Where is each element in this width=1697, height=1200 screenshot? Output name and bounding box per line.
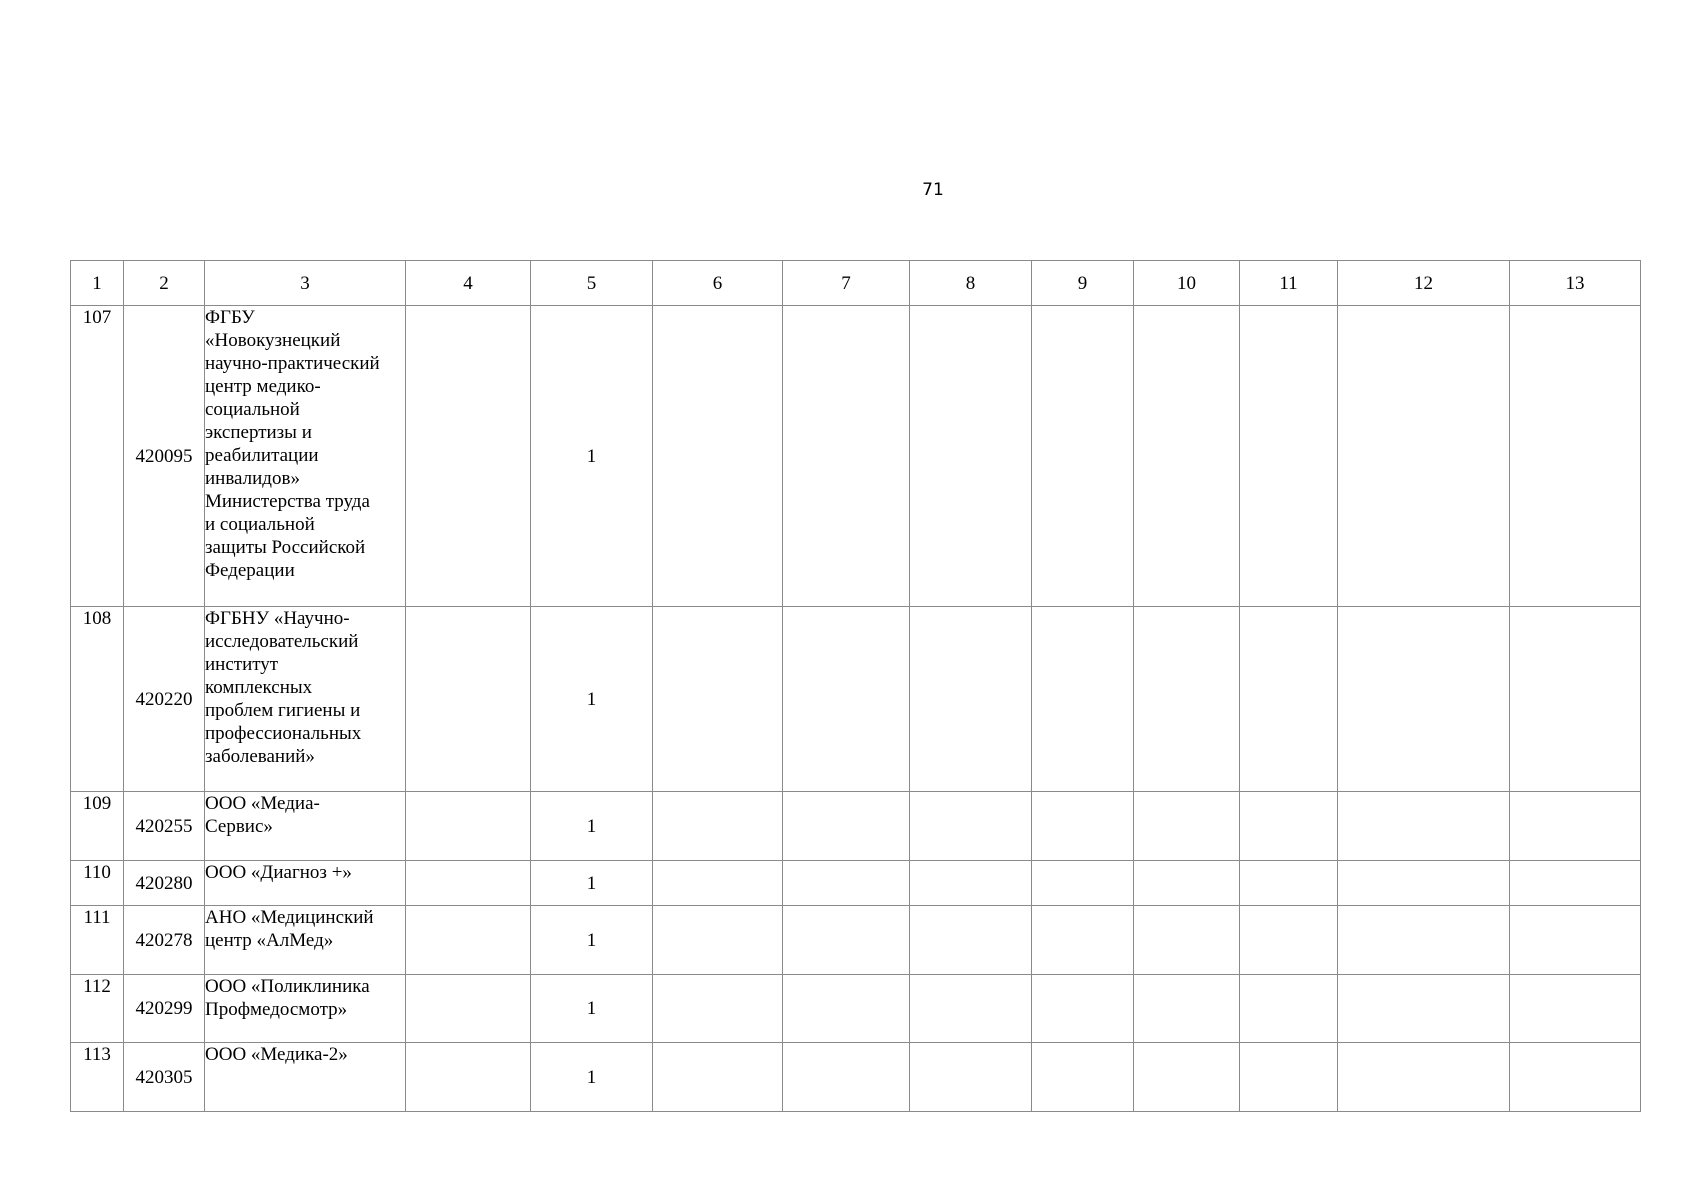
organization-name-cell [205, 792, 406, 861]
empty-cell [783, 906, 910, 975]
empty-cell [1510, 607, 1641, 792]
organization-name-line: Профмедосмотр» [205, 999, 348, 1020]
empty-cell [1338, 792, 1510, 861]
organization-name-line: социальной [205, 399, 300, 420]
empty-cell [910, 607, 1032, 792]
empty-cell [653, 792, 783, 861]
row-number-cell: 107 [71, 306, 124, 607]
organization-name-line: институт [205, 654, 279, 675]
empty-cell [1510, 975, 1641, 1043]
column-header: 6 [653, 261, 783, 306]
count-cell: 1 [531, 306, 653, 607]
code-cell: 420305 [124, 1043, 205, 1112]
empty-cell [406, 306, 531, 607]
empty-cell [1338, 975, 1510, 1043]
empty-cell [1032, 306, 1134, 607]
empty-cell [783, 792, 910, 861]
column-header: 4 [406, 261, 531, 306]
count-cell: 1 [531, 975, 653, 1043]
column-header: 10 [1134, 261, 1240, 306]
count-cell: 1 [531, 792, 653, 861]
empty-cell [1032, 792, 1134, 861]
row-number-cell: 110 [71, 861, 124, 906]
empty-cell [653, 1043, 783, 1112]
organization-name-line: Сервис» [205, 816, 273, 837]
count-cell: 1 [531, 1043, 653, 1112]
empty-cell [653, 861, 783, 906]
empty-cell [1338, 861, 1510, 906]
count-cell: 1 [531, 861, 653, 906]
empty-cell [1032, 906, 1134, 975]
table-row [71, 607, 1641, 792]
empty-cell [1510, 906, 1641, 975]
count-cell: 1 [531, 906, 653, 975]
empty-cell [406, 975, 531, 1043]
empty-cell [783, 975, 910, 1043]
organization-name-line: научно-практический [205, 353, 380, 374]
empty-cell [406, 861, 531, 906]
organization-name-line: профессиональных [205, 723, 362, 744]
empty-cell [783, 1043, 910, 1112]
organization-name-line: комплексных [205, 677, 313, 698]
empty-cell [783, 607, 910, 792]
empty-cell [1240, 792, 1338, 861]
table-row [71, 861, 1641, 906]
empty-cell [1338, 607, 1510, 792]
empty-cell [1240, 306, 1338, 607]
empty-cell [1134, 975, 1240, 1043]
empty-cell [1510, 861, 1641, 906]
organization-name-line: ФГБУ [205, 307, 255, 328]
column-header: 1 [71, 261, 124, 306]
organization-name-line: экспертизы и [205, 422, 312, 443]
organization-name-line: проблем гигиены и [205, 700, 361, 721]
empty-cell [653, 607, 783, 792]
empty-cell [1338, 1043, 1510, 1112]
organization-name-cell [205, 607, 406, 792]
organization-name-line: ООО «Диагноз +» [205, 862, 352, 883]
empty-cell [1134, 306, 1240, 607]
empty-cell [1510, 306, 1641, 607]
row-number-cell: 113 [71, 1043, 124, 1112]
organization-name-line: инвалидов» [205, 468, 300, 489]
page-number: 71 [922, 180, 944, 200]
column-header: 2 [124, 261, 205, 306]
code-cell: 420220 [124, 607, 205, 792]
count-cell: 1 [531, 607, 653, 792]
table-row [71, 1043, 1641, 1112]
table-row [71, 906, 1641, 975]
table-body [71, 306, 1641, 1112]
table-row [71, 975, 1641, 1043]
row-number-cell: 111 [71, 906, 124, 975]
code-cell: 420095 [124, 306, 205, 607]
column-header: 12 [1338, 261, 1510, 306]
data-table [70, 260, 1641, 1112]
organization-name-line: защиты Российской [205, 537, 366, 558]
column-header: 13 [1510, 261, 1641, 306]
empty-cell [406, 906, 531, 975]
organization-name-line: и социальной [205, 514, 315, 535]
empty-cell [1338, 306, 1510, 607]
empty-cell [1134, 1043, 1240, 1112]
column-header: 3 [205, 261, 406, 306]
empty-cell [653, 975, 783, 1043]
code-cell: 420255 [124, 792, 205, 861]
organization-name-line: Министерства труда [205, 491, 370, 512]
organization-name-line: Федерации [205, 560, 295, 581]
empty-cell [1032, 607, 1134, 792]
empty-cell [1240, 861, 1338, 906]
empty-cell [910, 975, 1032, 1043]
empty-cell [1032, 861, 1134, 906]
code-cell: 420278 [124, 906, 205, 975]
empty-cell [1510, 792, 1641, 861]
empty-cell [910, 906, 1032, 975]
row-number-cell: 109 [71, 792, 124, 861]
organization-name-cell [205, 306, 406, 607]
organization-name-line: центр «АлМед» [205, 930, 334, 951]
column-header: 11 [1240, 261, 1338, 306]
organization-name-cell [205, 861, 406, 906]
organization-name-cell [205, 975, 406, 1043]
organization-name-line: исследовательский [205, 631, 359, 652]
empty-cell [653, 306, 783, 607]
empty-cell [1240, 906, 1338, 975]
code-cell: 420299 [124, 975, 205, 1043]
header-row [71, 261, 1641, 306]
column-header: 8 [910, 261, 1032, 306]
organization-name-line: реабилитации [205, 445, 319, 466]
organization-name-line: центр медико- [205, 376, 321, 397]
empty-cell [1338, 906, 1510, 975]
organization-name-line: ООО «Поликлиника [205, 976, 370, 997]
empty-cell [1240, 975, 1338, 1043]
empty-cell [910, 1043, 1032, 1112]
organization-name-line: «Новокузнецкий [205, 330, 341, 351]
empty-cell [1032, 1043, 1134, 1112]
empty-cell [783, 306, 910, 607]
empty-cell [406, 1043, 531, 1112]
empty-cell [1510, 1043, 1641, 1112]
empty-cell [1240, 607, 1338, 792]
row-number-cell: 108 [71, 607, 124, 792]
empty-cell [783, 861, 910, 906]
table-row [71, 792, 1641, 861]
code-cell: 420280 [124, 861, 205, 906]
empty-cell [1134, 861, 1240, 906]
empty-cell [1134, 792, 1240, 861]
empty-cell [1134, 607, 1240, 792]
column-header: 5 [531, 261, 653, 306]
empty-cell [1032, 975, 1134, 1043]
empty-cell [910, 861, 1032, 906]
empty-cell [1134, 906, 1240, 975]
empty-cell [653, 906, 783, 975]
empty-cell [1240, 1043, 1338, 1112]
empty-cell [910, 306, 1032, 607]
organization-name-line: заболеваний» [205, 746, 315, 767]
organization-name-cell [205, 1043, 406, 1112]
organization-name-line: ООО «Медика-2» [205, 1044, 348, 1065]
row-number-cell: 112 [71, 975, 124, 1043]
column-header: 9 [1032, 261, 1134, 306]
table-row [71, 306, 1641, 607]
organization-name-cell [205, 906, 406, 975]
empty-cell [406, 607, 531, 792]
empty-cell [406, 792, 531, 861]
organization-name-line: ФГБНУ «Научно- [205, 608, 350, 629]
organization-name-line: АНО «Медицинский [205, 907, 374, 928]
organization-name-line: ООО «Медиа- [205, 793, 320, 814]
column-header: 7 [783, 261, 910, 306]
empty-cell [910, 792, 1032, 861]
